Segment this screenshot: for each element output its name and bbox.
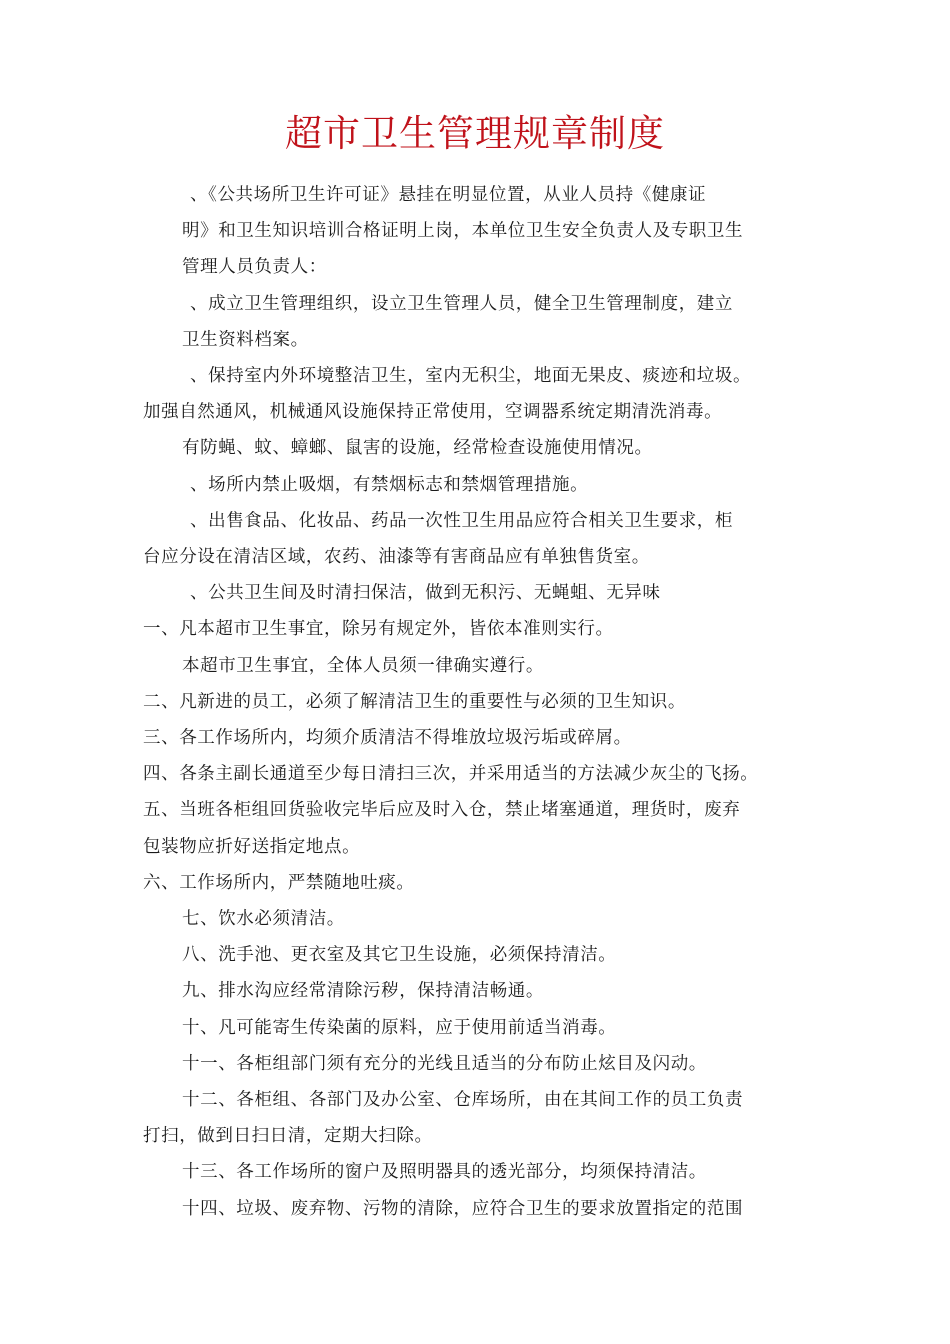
paragraph-line: 十二、各柜组、各部门及办公室、仓库场所，由在其间工作的员工负责 (182, 1090, 744, 1110)
paragraph-line: 本超市卫生事宜，全体人员须一律确实遵行。 (182, 656, 544, 676)
paragraph-line: 五、当班各柜组回货验收完毕后应及时入仓，禁止堵塞通道，理货时，废弃 (143, 800, 741, 820)
paragraph-line: 有防蝇、蚊、蟑螂、鼠害的设施，经常检查设施使用情况。 (182, 438, 653, 458)
paragraph-line: 、场所内禁止吸烟，有禁烟标志和禁烟管理措施。 (190, 475, 589, 495)
document-title: 超市卫生管理规章制度 (285, 112, 665, 155)
paragraph-line: 、公共卫生间及时清扫保洁，做到无积污、无蝇蛆、无异味 (190, 583, 661, 603)
paragraph-line: 十一、各柜组部门须有充分的光线且适当的分布防止炫目及闪动。 (182, 1054, 707, 1074)
paragraph-line: 九、排水沟应经常清除污秽，保持清洁畅通。 (182, 981, 544, 1001)
paragraph-line: 八、洗手池、更衣室及其它卫生设施，必须保持清洁。 (182, 945, 617, 965)
paragraph-line: 打扫，做到日扫日清，定期大扫除。 (143, 1126, 433, 1146)
paragraph-line: 七、饮水必须清洁。 (182, 909, 345, 929)
paragraph-line: 管理人员负责人： (182, 257, 327, 277)
paragraph-line: 三、各工作场所内，均须介质清洁不得堆放垃圾污垢或碎屑。 (143, 728, 632, 748)
paragraph-line: 、《公共场所卫生许可证》悬挂在明显位置，从业人员持《健康证 (190, 185, 707, 205)
paragraph-line: 一、凡本超市卫生事宜，除另有规定外，皆依本准则实行。 (143, 619, 614, 639)
paragraph-line: 包装物应折好送指定地点。 (143, 837, 361, 857)
paragraph-line: 加强自然通风，机械通风设施保持正常使用，空调器系统定期清洗消毒。 (143, 402, 723, 422)
paragraph-line: 、成立卫生管理组织，设立卫生管理人员，健全卫生管理制度，建立 (190, 294, 733, 314)
paragraph-line: 明》和卫生知识培训合格证明上岗，本单位卫生安全负责人及专职卫生 (182, 221, 744, 241)
paragraph-line: 台应分设在清洁区域，农药、油漆等有害商品应有单独售货室。 (143, 547, 650, 567)
paragraph-line: 卫生资料档案。 (182, 330, 309, 350)
paragraph-line: 、出售食品、化妆品、药品一次性卫生用品应符合相关卫生要求，柜 (190, 511, 733, 531)
paragraph-line: 十、凡可能寄生传染菌的原料，应于使用前适当消毒。 (182, 1018, 617, 1038)
paragraph-line: 二、凡新进的员工，必须了解清洁卫生的重要性与必须的卫生知识。 (143, 692, 686, 712)
paragraph-line: 、保持室内外环境整洁卫生，室内无积尘，地面无果皮、痰迹和垃圾。 (190, 366, 752, 386)
paragraph-line: 十三、各工作场所的窗户及照明器具的透光部分，均须保持清洁。 (182, 1162, 707, 1182)
paragraph-line: 四、各条主副长通道至少每日清扫三次，并采用适当的方法减少灰尘的飞扬。 (143, 764, 759, 784)
paragraph-line: 六、工作场所内，严禁随地吐痰。 (143, 873, 415, 893)
paragraph-line: 十四、垃圾、废弃物、污物的清除，应符合卫生的要求放置指定的范围 (182, 1199, 744, 1219)
